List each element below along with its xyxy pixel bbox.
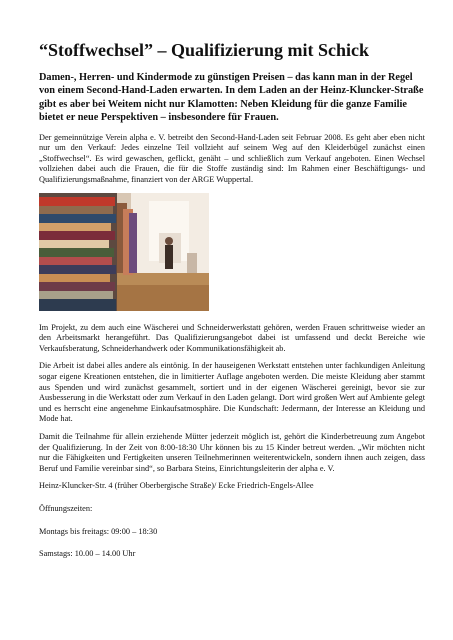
article-lead: Damen-, Herren- und Kindermode zu günstigen Preisen – das kann man in der Regel von einem Second-Hand-Laden erwarten. In dem Laden an der Heinz-Kluncker-Straße gibt es aber bei Weitem nicht nur Klamotten: Neben Kleidung für die ganze Familie bietet er neue Perspektiven – insbesondere für Frauen. [39, 72, 424, 124]
paragraph-3: Die Arbeit ist dabei alles andere als eintönig. In der hauseigenen Werkstatt entstehen unter fachkundigen Anleitung sogar eigene Kreationen entstehen, die in limitierter Auflage angeboten werden. Die meiste Kleidung aber stammt aus Spenden und wird zunächst gesammelt, sortiert und in der eigenen Wäscherei gereinigt, bevor sie zur Ausbesserung in die Werkstatt oder zum Verkauf in den Laden gelangt. Dort wird großen Wert auf Ambiente gelegt und es herrscht eine angenehme Einkaufsatmosphäre. Die Kundschaft: Jedermann, der Interesse an Kleidung und Mode hat. [39, 361, 425, 424]
paragraph-2: Im Projekt, zu dem auch eine Wäscherei und Schneiderwerkstatt gehören, werden Frauen schrittweise wieder an den Arbeitsmarkt herangeführt. Das Qualifizierungsangebot dabei ist umfassend und deckt Bereiche wie Verkaufsberatung, Schneiderhandwerk oder Kommunikationsfähigkeit ab. [39, 322, 425, 353]
article-title: “Stoffwechsel” – Qualifizierung mit Schick [39, 40, 369, 60]
opening-hours-weekdays: Montags bis freitags: 09:00 – 18:30 [39, 526, 158, 536]
paragraph-4: Damit die Teilnahme für allein erziehende Mütter jederzeit möglich ist, gehört die Kinderbetreuung zum Angebot der Qualifizierung. In der Zeit von 8:00-18:30 Uhr können bis zu 15 Kinder betreut werden. „Wir möchten nicht nur die Fähigkeiten und Fertigkeiten unseren Teilnehmerinnen weiterentwickeln, sondern ihnen auch zeigen, dass Beruf und Familie vereinbar sind“, so Barbara Steins, Einrichtungsleiterin der alpha e. V. [39, 431, 425, 473]
opening-hours-label: Öffnungszeiten: [39, 503, 93, 513]
store-photo-image [39, 193, 209, 311]
store-photo [39, 193, 209, 311]
paragraph-1: Der gemeinnützige Verein alpha e. V. betreibt den Second-Hand-Laden seit Februar 2008. Es geht aber eben nicht nur um den Verkauf: Jedes einzelne Teil vollzieht auf seinem Weg auf den Kleiderbügel zunächst einen „Stoffwechsel“. Es wird gewaschen, geflickt, genäht – und schließlich zum Verkauf angeboten. Einen Wechsel vollziehen dabei auch die Frauen, die für die Stoffe zuständig sind: Im Rahmen einer Beschäftigungs- und Qualifizierungsmaßnahme, finanziert von der ARGE Wuppertal. [39, 132, 425, 184]
store-address: Heinz-Kluncker-Str. 4 (früher Oberbergische Straße)/ Ecke Friedrich-Engels-Allee [39, 481, 314, 491]
opening-hours-saturday: Samstags: 10.00 – 14.00 Uhr [39, 549, 136, 559]
